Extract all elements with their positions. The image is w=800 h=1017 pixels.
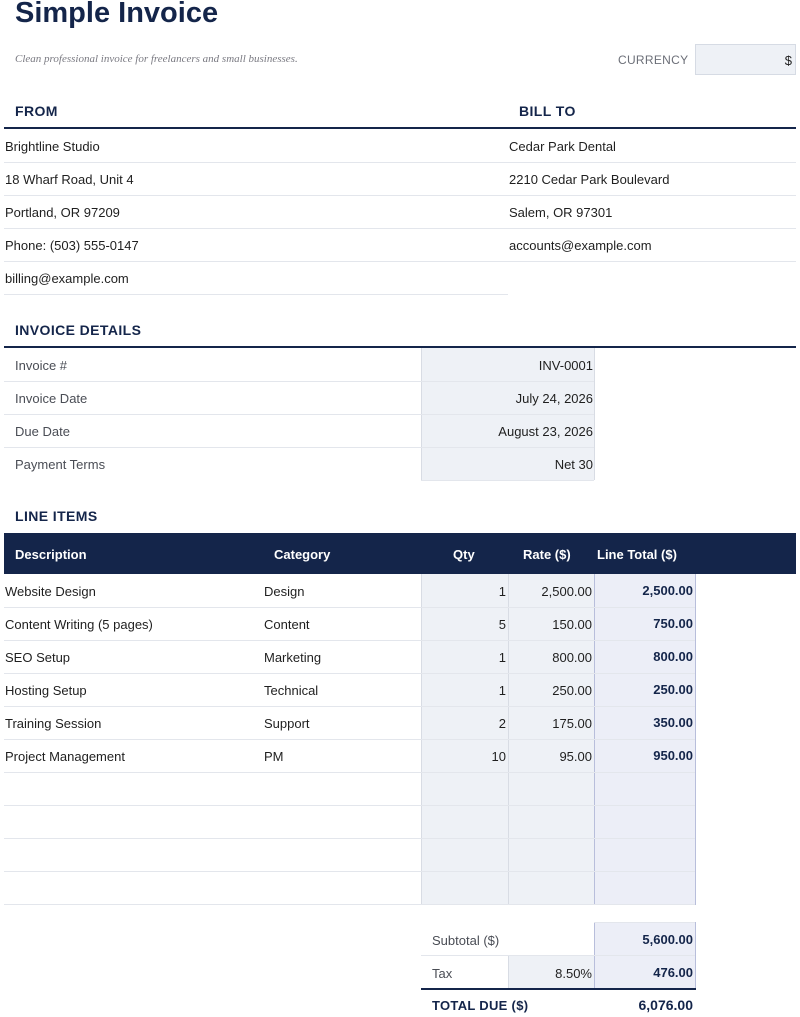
item-line-total: 250.00 [653, 682, 693, 697]
item-qty[interactable]: 1 [498, 650, 506, 665]
item-rate[interactable]: 150.00 [552, 617, 592, 632]
item-line-total: 350.00 [653, 715, 693, 730]
row-divider [4, 706, 695, 707]
detail-label-invoice-date: Invoice Date [15, 391, 88, 406]
total-due-value: 6,076.00 [638, 997, 693, 1013]
billto-line-4[interactable]: accounts@example.com [509, 238, 652, 253]
item-description[interactable]: Website Design [5, 584, 96, 599]
page-subtitle: Clean professional invoice for freelancers and small businesses. [15, 53, 298, 65]
from-line-4[interactable]: Phone: (503) 555-0147 [5, 238, 139, 253]
column-header-category: Category [274, 547, 331, 562]
item-qty[interactable]: 10 [491, 749, 506, 764]
page-title: Simple Invoice [15, 0, 219, 29]
column-header-description: Description [15, 547, 87, 562]
invoice-number-field[interactable]: INV-0001 [538, 358, 593, 373]
due-date-field[interactable]: August 23, 2026 [498, 424, 593, 439]
item-category[interactable]: Content [264, 617, 310, 632]
item-category[interactable]: Technical [264, 683, 319, 698]
row-divider [4, 162, 796, 163]
billto-line-3[interactable]: Salem, OR 97301 [509, 205, 613, 220]
row-divider [4, 228, 796, 229]
tax-value: 476.00 [653, 965, 693, 980]
row-divider [4, 447, 594, 448]
from-billto-rule [4, 127, 796, 129]
currency-label: CURRENCY [618, 53, 689, 67]
item-description[interactable]: Training Session [5, 716, 102, 731]
row-divider [4, 381, 594, 382]
billto-line-2[interactable]: 2210 Cedar Park Boulevard [509, 172, 670, 187]
row-divider [4, 414, 594, 415]
row-divider [4, 838, 695, 839]
item-line-total: 750.00 [653, 616, 693, 631]
bill-to-heading: BILL TO [519, 103, 576, 119]
total-rule [421, 988, 696, 990]
from-line-5[interactable]: billing@example.com [5, 271, 129, 286]
details-rule [4, 346, 796, 348]
column-header-line-total: Line Total ($) [597, 547, 677, 562]
item-category[interactable]: Design [264, 584, 305, 599]
item-line-total: 800.00 [653, 649, 693, 664]
from-line-2[interactable]: 18 Wharf Road, Unit 4 [5, 172, 134, 187]
row-divider [4, 871, 695, 872]
row-divider [421, 955, 695, 956]
detail-label-due-date: Due Date [15, 424, 70, 439]
item-line-total: 950.00 [653, 748, 693, 763]
currency-field[interactable]: $ [695, 44, 796, 75]
cell-border [695, 922, 696, 988]
payment-terms-field[interactable]: Net 30 [554, 457, 593, 472]
cell-border [594, 348, 595, 480]
item-rate[interactable]: 95.00 [559, 749, 592, 764]
row-divider [4, 904, 695, 905]
row-divider [421, 480, 594, 481]
from-heading: FROM [15, 103, 58, 119]
row-divider [4, 195, 796, 196]
tax-rate-field[interactable]: 8.50% [555, 966, 592, 981]
subtotal-label: Subtotal ($) [432, 933, 500, 948]
item-rate[interactable]: 175.00 [552, 716, 592, 731]
item-category[interactable]: Marketing [264, 650, 322, 665]
subtotal-value: 5,600.00 [642, 932, 693, 947]
detail-label-payment-terms: Payment Terms [15, 457, 106, 472]
item-rate[interactable]: 250.00 [552, 683, 592, 698]
line-items-heading: LINE ITEMS [15, 508, 98, 524]
tax-label: Tax [432, 966, 453, 981]
from-line-3[interactable]: Portland, OR 97209 [5, 205, 120, 220]
billto-line-1[interactable]: Cedar Park Dental [509, 139, 616, 154]
item-description[interactable]: Hosting Setup [5, 683, 87, 698]
item-description[interactable]: SEO Setup [5, 650, 71, 665]
row-divider [4, 607, 695, 608]
from-line-1[interactable]: Brightline Studio [5, 139, 100, 154]
item-qty[interactable]: 1 [498, 683, 506, 698]
row-divider [4, 294, 508, 295]
row-divider [4, 739, 695, 740]
total-due-label: TOTAL DUE ($) [432, 998, 529, 1013]
row-divider [4, 805, 695, 806]
item-rate[interactable]: 2,500.00 [541, 584, 592, 599]
row-divider [4, 261, 796, 262]
column-header-rate: Rate ($) [523, 547, 571, 562]
invoice-details-heading: INVOICE DETAILS [15, 322, 142, 338]
row-divider [4, 640, 695, 641]
column-header-qty: Qty [453, 547, 475, 562]
item-line-total: 2,500.00 [642, 583, 693, 598]
item-qty[interactable]: 5 [498, 617, 506, 632]
item-rate[interactable]: 800.00 [552, 650, 592, 665]
row-divider [594, 922, 695, 923]
detail-label-invoice-number: Invoice # [15, 358, 68, 373]
item-category[interactable]: Support [264, 716, 310, 731]
line-items-header-row [4, 533, 796, 574]
cell-border [508, 955, 509, 988]
invoice-date-field[interactable]: July 24, 2026 [515, 391, 593, 406]
cell-border [695, 574, 696, 905]
item-qty[interactable]: 2 [498, 716, 506, 731]
item-description[interactable]: Project Management [5, 749, 125, 764]
row-divider [4, 772, 695, 773]
item-category[interactable]: PM [264, 749, 284, 764]
item-description[interactable]: Content Writing (5 pages) [5, 617, 153, 632]
item-qty[interactable]: 1 [498, 584, 506, 599]
row-divider [4, 673, 695, 674]
